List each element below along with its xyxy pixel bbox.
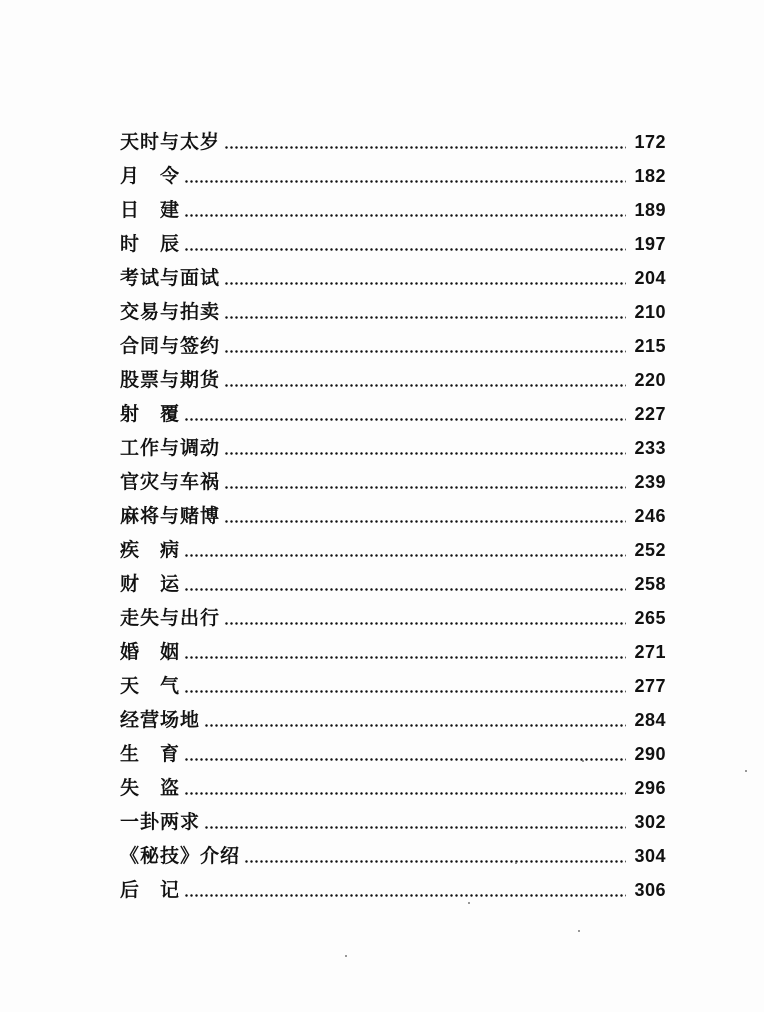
dot-leader	[184, 894, 626, 897]
toc-entry[interactable]	[120, 594, 666, 628]
dot-leader	[224, 486, 626, 489]
dot-leader	[224, 452, 626, 455]
toc-entry-page: 277	[634, 676, 666, 696]
toc-entry-page: 215	[634, 336, 666, 356]
toc-entry[interactable]	[120, 424, 666, 458]
scan-speck	[468, 902, 470, 904]
toc-entry-page: 302	[634, 812, 666, 832]
toc-entry-title: 一卦两求	[120, 811, 201, 833]
table-of-contents	[120, 118, 666, 900]
toc-entry-title: 射 覆	[120, 403, 181, 425]
toc-entry-title: 考试与面试	[120, 267, 221, 289]
dot-leader	[184, 690, 626, 693]
toc-entry[interactable]	[120, 288, 666, 322]
toc-entry-title: 麻将与赌博	[120, 505, 221, 527]
toc-entry[interactable]	[120, 220, 666, 254]
scan-speck	[345, 955, 347, 957]
dot-leader	[184, 180, 626, 183]
toc-entry-page: 197	[634, 234, 666, 254]
dot-leader	[224, 316, 626, 319]
toc-entry-page: 239	[634, 472, 666, 492]
toc-entry-page: 265	[634, 608, 666, 628]
toc-entry[interactable]	[120, 152, 666, 186]
toc-entry[interactable]	[120, 390, 666, 424]
toc-entry-title: 天时与太岁	[120, 131, 221, 153]
toc-entry-page: 306	[634, 880, 666, 900]
toc-entry-page: 271	[634, 642, 666, 662]
toc-entry[interactable]	[120, 798, 666, 832]
toc-entry-page: 210	[634, 302, 666, 322]
toc-entry-title: 婚 姻	[120, 641, 181, 663]
dot-leader	[204, 724, 626, 727]
toc-entry-title: 疾 病	[120, 539, 181, 561]
toc-entry[interactable]	[120, 458, 666, 492]
dot-leader	[224, 282, 626, 285]
toc-entry[interactable]	[120, 628, 666, 662]
dot-leader	[184, 792, 626, 795]
toc-entry-title: 月 令	[120, 165, 181, 187]
toc-entry[interactable]	[120, 186, 666, 220]
toc-entry[interactable]	[120, 526, 666, 560]
scan-speck	[745, 770, 747, 772]
toc-entry-page: 258	[634, 574, 666, 594]
scan-speck	[578, 930, 580, 932]
toc-entry-page: 284	[634, 710, 666, 730]
toc-entry-title: 官灾与车祸	[120, 471, 221, 493]
dot-leader	[224, 622, 626, 625]
toc-entry[interactable]	[120, 832, 666, 866]
toc-entry-page: 172	[634, 132, 666, 152]
dot-leader	[184, 214, 626, 217]
toc-entry-title: 交易与拍卖	[120, 301, 221, 323]
dot-leader	[224, 146, 626, 149]
toc-entry[interactable]	[120, 764, 666, 798]
toc-entry-title: 股票与期货	[120, 369, 221, 391]
toc-entry[interactable]	[120, 322, 666, 356]
toc-entry[interactable]	[120, 866, 666, 900]
dot-leader	[224, 350, 626, 353]
toc-entry-title: 后 记	[120, 879, 181, 901]
dot-leader	[224, 520, 626, 523]
dot-leader	[224, 384, 626, 387]
toc-entry-title: 《秘技》介绍	[120, 845, 241, 867]
toc-entry-title: 天 气	[120, 675, 181, 697]
dot-leader	[184, 656, 626, 659]
scan-speck	[582, 760, 584, 762]
toc-entry[interactable]	[120, 492, 666, 526]
toc-entry-page: 204	[634, 268, 666, 288]
toc-entry[interactable]	[120, 662, 666, 696]
dot-leader	[204, 826, 626, 829]
toc-entry[interactable]	[120, 356, 666, 390]
dot-leader	[184, 758, 626, 761]
toc-entry-page: 227	[634, 404, 666, 424]
dot-leader	[184, 418, 626, 421]
toc-entry-title: 经营场地	[120, 709, 201, 731]
toc-entry-title: 走失与出行	[120, 607, 221, 629]
toc-entry[interactable]	[120, 730, 666, 764]
toc-entry-page: 304	[634, 846, 666, 866]
toc-entry-title: 财 运	[120, 573, 181, 595]
dot-leader	[184, 248, 626, 251]
toc-entry[interactable]	[120, 560, 666, 594]
toc-entry-page: 189	[634, 200, 666, 220]
toc-entry-title: 日 建	[120, 199, 181, 221]
toc-entry-page: 182	[634, 166, 666, 186]
toc-entry-page: 233	[634, 438, 666, 458]
dot-leader	[184, 554, 626, 557]
toc-entry-title: 工作与调动	[120, 437, 221, 459]
dot-leader	[244, 860, 626, 863]
toc-entry-title: 生 育	[120, 743, 181, 765]
toc-entry-title: 合同与签约	[120, 335, 221, 357]
toc-entry[interactable]	[120, 254, 666, 288]
toc-entry-page: 220	[634, 370, 666, 390]
toc-entry-title: 时 辰	[120, 233, 181, 255]
toc-entry[interactable]	[120, 118, 666, 152]
toc-entry-page: 290	[634, 744, 666, 764]
dot-leader	[184, 588, 626, 591]
toc-entry-page: 252	[634, 540, 666, 560]
toc-entry-page: 296	[634, 778, 666, 798]
scan-speck	[515, 862, 517, 864]
toc-entry[interactable]	[120, 696, 666, 730]
toc-entry-page: 246	[634, 506, 666, 526]
toc-entry-title: 失 盗	[120, 777, 181, 799]
